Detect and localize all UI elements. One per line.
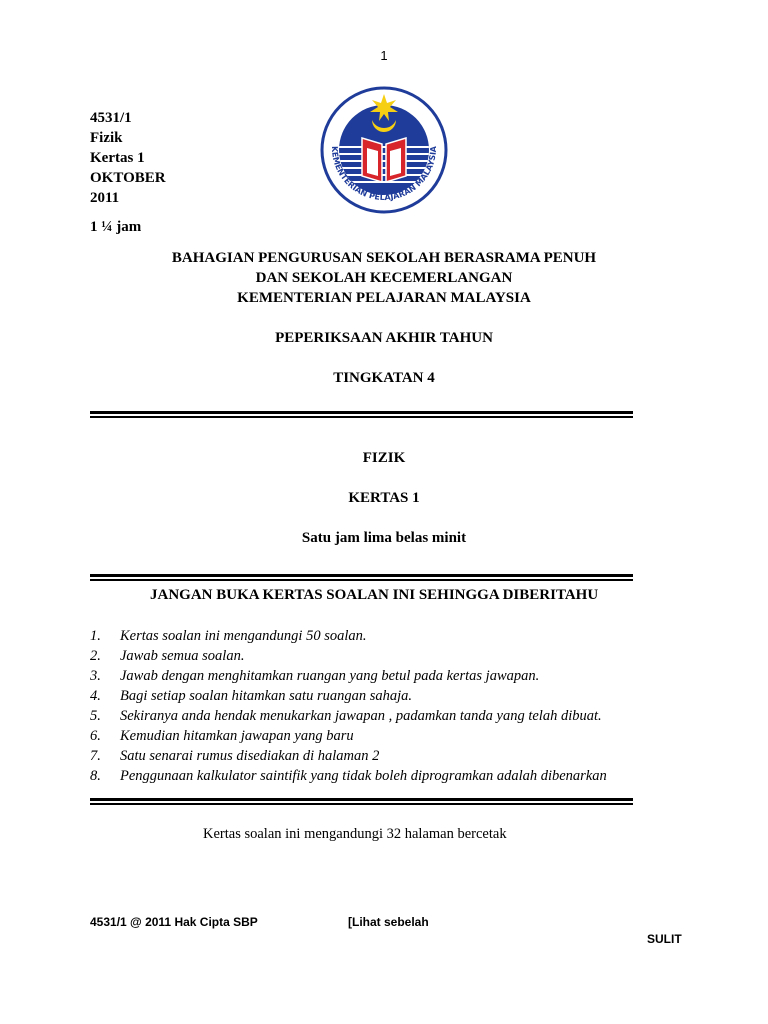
subject-title: FIZIK <box>362 450 406 466</box>
page-count-note: Kertas soalan ini mengandungi 32 halaman bercetak <box>203 826 507 842</box>
instruction-text: Sekiranya anda hendak menukarkan jawapan , padamkan tanda yang telah dibuat. <box>120 708 602 724</box>
instruction-text: Jawab semua soalan. <box>120 648 245 664</box>
exam-name: PEPERIKSAAN AKHIR TAHUN <box>275 330 493 346</box>
instruction-number: 8. <box>90 768 101 784</box>
duration-text: Satu jam lima belas minit <box>301 530 467 546</box>
paper-meta <box>90 108 166 208</box>
paper-month: OKTOBER <box>90 170 166 186</box>
logo-ring-text: KEMENTERIAN PELAJARAN MALAYSIA <box>329 145 439 203</box>
instructions-list <box>90 626 607 786</box>
page-number: 1 <box>380 48 388 63</box>
instruction-text: Kertas soalan ini mengandungi 50 soalan. <box>120 628 367 644</box>
instruction-text: Penggunaan kalkulator saintifik yang tidak boleh diprogramkan adalah dibenarkan <box>120 768 607 784</box>
paper-year: 2011 <box>90 190 120 206</box>
instruction-text: Satu senarai rumus disediakan di halaman 2 <box>120 748 380 764</box>
double-rule-top <box>90 411 633 418</box>
paper-number: Kertas 1 <box>90 150 145 166</box>
instruction-item <box>90 746 607 766</box>
paper-duration: 1 ¼ jam <box>90 219 142 235</box>
instruction-text: Kemudian hitamkan jawapan yang baru <box>120 728 354 744</box>
instruction-text: Bagi setiap soalan hitamkan satu ruangan sahaja. <box>120 688 413 704</box>
instruction-number: 5. <box>90 708 101 724</box>
double-rule-middle <box>90 574 633 581</box>
footer-turn-over: [Lihat sebelah <box>348 915 429 929</box>
instruction-number: 7. <box>90 748 101 764</box>
instruction-item <box>90 626 607 646</box>
organization-line-2: DAN SEKOLAH KECEMERLANGAN <box>255 270 513 286</box>
double-rule-bottom <box>90 798 633 805</box>
instruction-number: 4. <box>90 688 101 704</box>
ministry-logo <box>314 86 454 214</box>
exam-form: TINGKATAN 4 <box>333 370 435 386</box>
warning-notice: JANGAN BUKA KERTAS SOALAN INI SEHINGGA DIBERITAHU <box>150 587 599 603</box>
paper-code: 4531/1 <box>90 110 132 126</box>
footer-copyright: 4531/1 @ 2011 Hak Cipta SBP <box>90 915 258 929</box>
instruction-number: 6. <box>90 728 101 744</box>
instruction-number: 2. <box>90 648 101 664</box>
instruction-item <box>90 646 607 666</box>
instruction-item <box>90 726 607 746</box>
instruction-item <box>90 686 607 706</box>
organization-line-3: KEMENTERIAN PELAJARAN MALAYSIA <box>237 290 531 306</box>
instruction-text: Jawab dengan menghitamkan ruangan yang betul pada kertas jawapan. <box>120 668 540 684</box>
organization-line-1: BAHAGIAN PENGURUSAN SEKOLAH BERASRAMA PENUH <box>171 250 597 266</box>
instruction-number: 1. <box>90 628 101 644</box>
footer-classification: SULIT <box>647 932 682 946</box>
instruction-number: 3. <box>90 668 101 684</box>
instruction-item <box>90 666 607 686</box>
instruction-item <box>90 706 607 726</box>
paper-subject: Fizik <box>90 130 123 146</box>
instruction-item <box>90 766 607 786</box>
paper-title: KERTAS 1 <box>348 490 420 506</box>
